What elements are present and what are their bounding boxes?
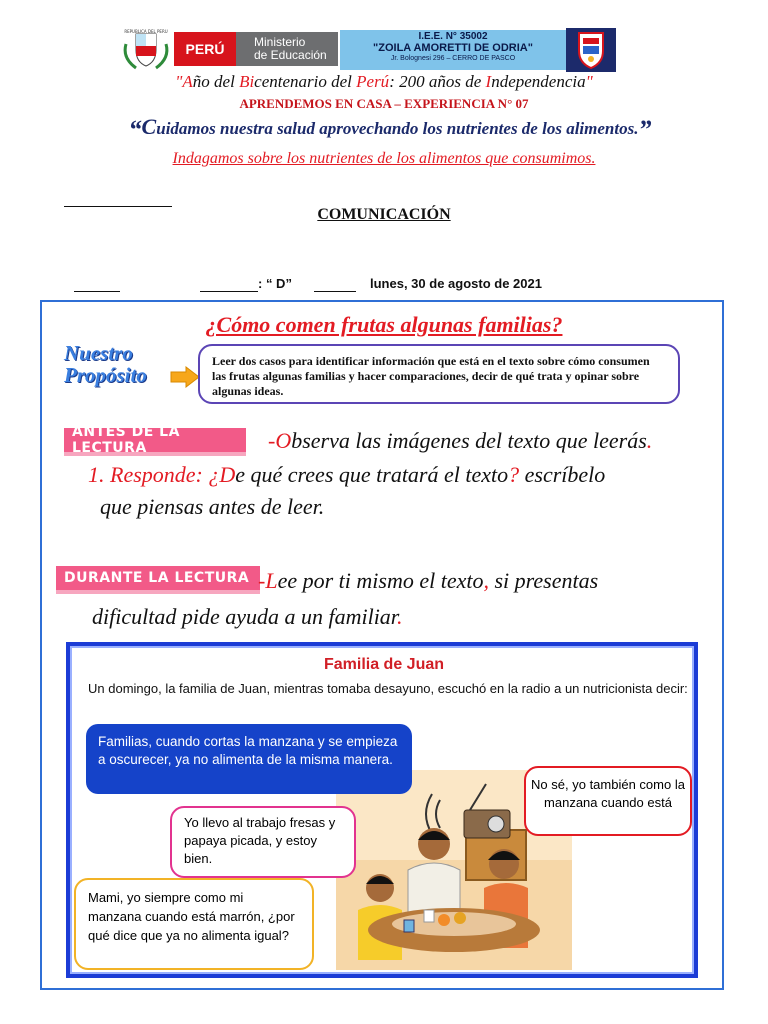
observe-instruction	[268, 428, 652, 454]
quote-open: “	[128, 115, 142, 144]
radio-speech-bubble: Familias, cuando cortas la manzana y se empieza a oscurecer, ya no alimenta de la misma manera.	[86, 724, 412, 794]
period: .	[396, 604, 403, 629]
motto-text: ndependencia	[491, 72, 586, 91]
dash: -	[258, 568, 266, 593]
school-logo-icon	[566, 28, 616, 72]
school-name: "ZOILA AMORETTI DE ODRIA"	[373, 42, 533, 54]
activity-subtitle: Indagamos sobre los nutrientes de los alimentos que consumimos.	[172, 150, 596, 167]
during-reading-tag: DURANTE LA LECTURA	[56, 566, 260, 594]
instruction-tail: si presentas	[488, 568, 599, 593]
title-initial: C	[141, 114, 157, 139]
school-address: Jr. Bolognesi 296 – CERRO DE PASCO	[390, 55, 516, 62]
year-motto	[0, 72, 768, 92]
motto-letter: Perú	[356, 72, 390, 91]
comma: ,	[483, 568, 489, 593]
experience-heading: APRENDEMOS EN CASA – EXPERIENCIA N° 07	[239, 96, 529, 111]
purpose-logo-line2: Propósito	[64, 363, 147, 387]
period: .	[646, 428, 653, 453]
child-speech-bubble: Mami, yo siempre como mi manzana cuando está marrón, ¿por qué dice que ya no alimenta igual?	[74, 878, 314, 970]
motto-quote-close: "	[585, 72, 593, 91]
question-open: ¿D	[208, 462, 236, 487]
instruction-text: bserva las imágenes del texto que leerás	[291, 428, 647, 453]
motto-letter: A	[182, 72, 193, 91]
class-date: lunes, 30 de agosto de 2021	[370, 276, 542, 291]
peru-label: PERÚ	[174, 32, 236, 66]
dash: -	[268, 428, 276, 453]
before-reading-tag: ANTES DE LA LECTURA	[64, 428, 246, 456]
story-intro: Un domingo, la familia de Juan, mientras tomaba desayuno, escuchó en la radio a un nutricionista decir:	[88, 681, 688, 696]
motto-quote-open: "	[175, 72, 183, 91]
question-close: ?	[508, 462, 520, 487]
respond-label: Responde	[110, 462, 196, 487]
quote-close: ”	[638, 115, 652, 144]
read-instruction	[258, 568, 598, 594]
motto-letter: I	[485, 72, 492, 91]
initial: L	[265, 568, 278, 593]
ministerio-label	[236, 32, 338, 66]
header-banner	[118, 28, 616, 72]
grade-label: : “ D”	[258, 276, 292, 291]
purpose-box: Leer dos casos para identificar información que está en el texto sobre cómo consumen las frutas algunas familias y hacer comparaciones, decir de qué trata y opinar sobre algunas ideas.	[198, 344, 680, 404]
question-number: 1.	[88, 462, 110, 487]
svg-text:REPUBLICA DEL PERU: REPUBLICA DEL PERU	[124, 29, 168, 34]
arrow-right-icon	[170, 366, 200, 393]
story-title: Familia de Juan	[323, 656, 445, 673]
respond-question	[88, 462, 605, 488]
purpose-logo-line1: Nuestro	[64, 341, 133, 365]
experience-title	[40, 114, 740, 145]
course-title: COMUNICACIÓN	[317, 206, 451, 223]
ministerio-line1: Ministerio	[254, 35, 306, 49]
grade-blank-1	[74, 276, 120, 292]
read-instruction-line2	[92, 604, 402, 630]
grade-blank-2	[314, 276, 356, 292]
initial: O	[275, 428, 292, 453]
grade-section	[200, 276, 292, 292]
title-text: uidamos nuestra salud aprovechando los nutrientes de los alimentos.	[156, 119, 639, 138]
motto-text: : 200 años de	[389, 72, 486, 91]
peru-shield-icon	[118, 28, 174, 72]
ministerio-line2: de Educación	[254, 48, 327, 62]
motto-text: ño del	[192, 72, 240, 91]
purpose-logo	[64, 342, 174, 386]
motto-letter: Bi	[239, 72, 255, 91]
respond-question-line2: que piensas antes de leer.	[100, 494, 325, 519]
motto-text: centenario del	[254, 72, 357, 91]
mother-speech-bubble: No sé, yo también como la manzana cuando está	[524, 766, 692, 836]
school-box	[340, 30, 566, 70]
school-number: I.E.E. N° 35002	[418, 31, 488, 42]
question-tail: escríbelo	[519, 462, 606, 487]
instruction-text: dificultad pide ayuda a un familiar	[92, 604, 397, 629]
colon: :	[195, 462, 209, 487]
question-text: e qué crees que tratará el texto	[235, 462, 509, 487]
father-speech-bubble: Yo llevo al trabajo fresas y papaya picada, y estoy bien.	[170, 806, 356, 878]
instruction-text: ee por ti mismo el texto	[277, 568, 484, 593]
reading-question-title: ¿Cómo comen frutas algunas familias?	[205, 312, 563, 337]
